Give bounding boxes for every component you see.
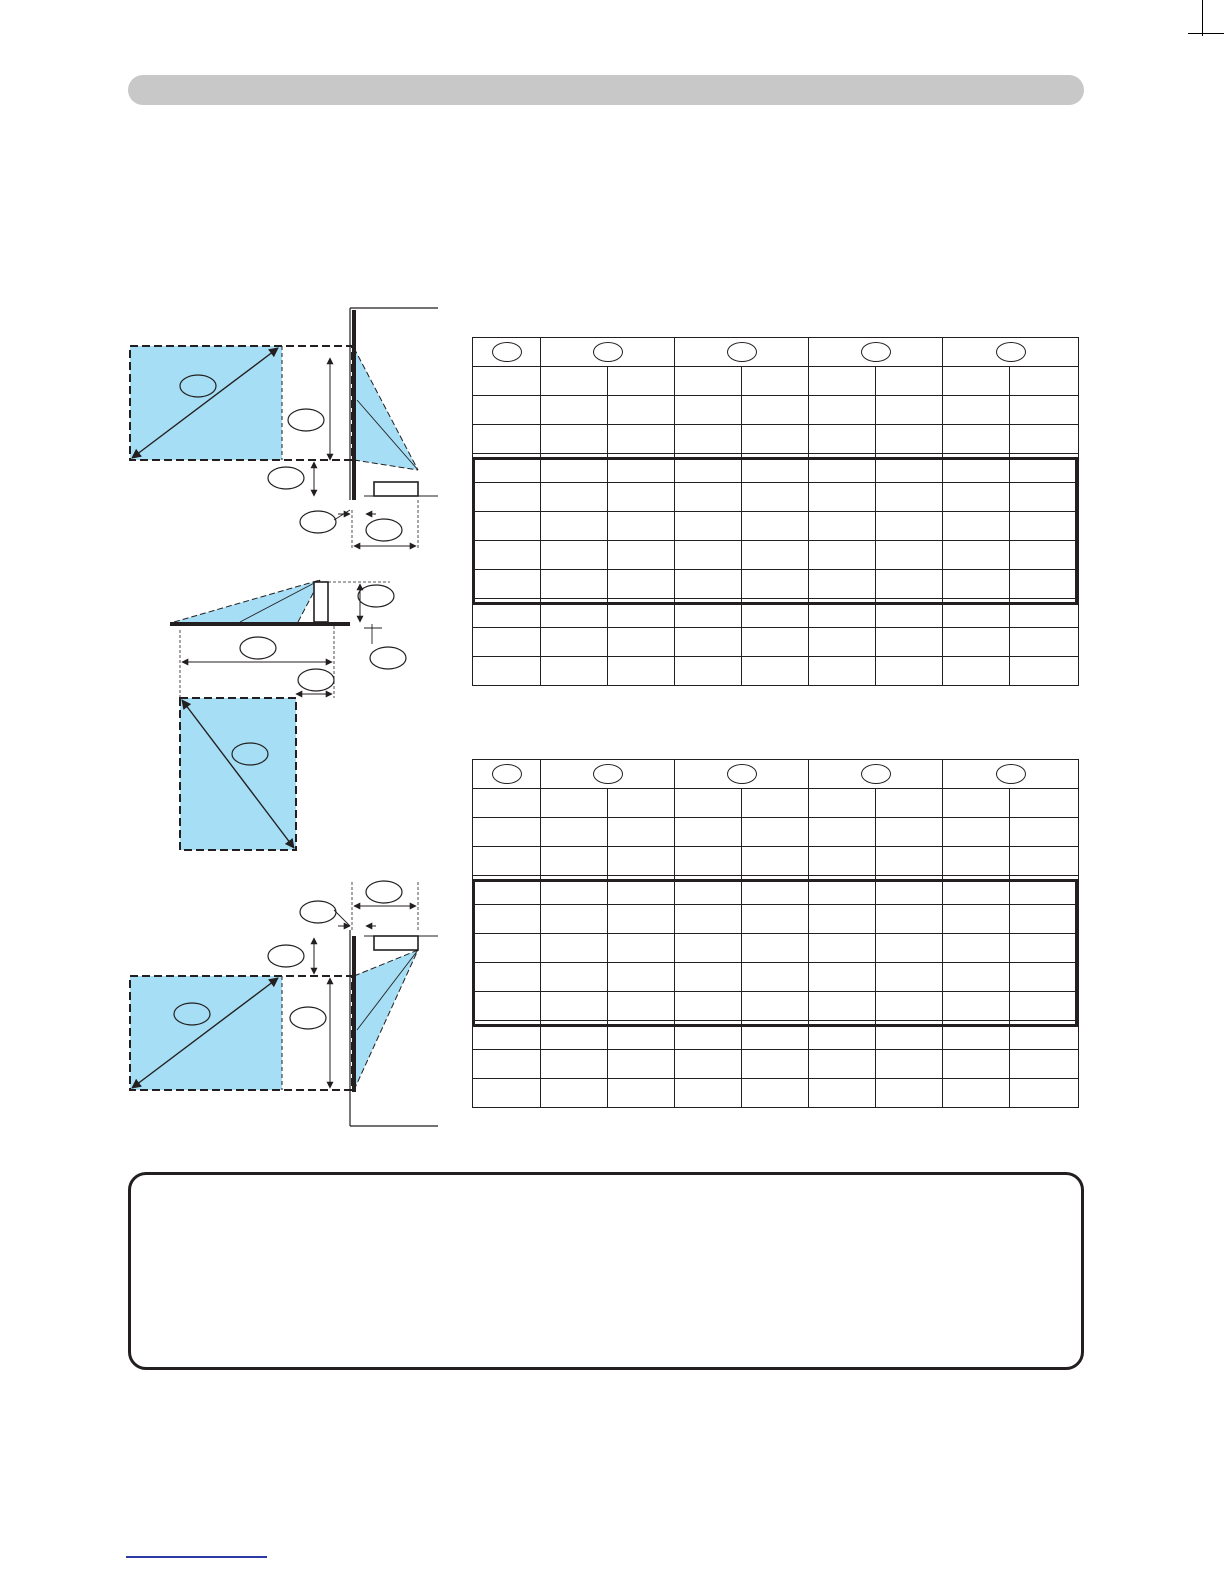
table-row (473, 570, 1079, 599)
table-cell (675, 1079, 742, 1108)
table-row (473, 1050, 1079, 1079)
table-cell (608, 963, 675, 992)
table-row (473, 934, 1079, 963)
table-header-row (473, 760, 1079, 789)
table-cell (1010, 396, 1079, 425)
table-cell (473, 483, 541, 512)
table-cell (809, 599, 876, 628)
table-cell (608, 657, 675, 686)
table-cell (943, 789, 1010, 818)
table-cell (675, 599, 742, 628)
table-cell (742, 512, 809, 541)
table-cell (541, 847, 608, 876)
table-cell (675, 905, 742, 934)
table-cell (541, 1079, 608, 1108)
table-cell (1010, 876, 1079, 905)
table-cell (608, 425, 675, 454)
table-cell (675, 425, 742, 454)
table-cell (608, 876, 675, 905)
table-cell (742, 628, 809, 657)
table-cell (742, 367, 809, 396)
table-cell (742, 483, 809, 512)
table-cell (473, 367, 541, 396)
table-cell (742, 963, 809, 992)
table-cell (541, 934, 608, 963)
label-circle (727, 342, 757, 362)
table-row (473, 789, 1079, 818)
table-cell (876, 963, 943, 992)
table-cell (473, 818, 541, 847)
header-cell (809, 760, 943, 789)
table-cell (809, 963, 876, 992)
table-cell (1010, 934, 1079, 963)
diagram-table-top (170, 580, 406, 850)
table-row (473, 657, 1079, 686)
table-cell (742, 425, 809, 454)
table-cell (1010, 570, 1079, 599)
table-row (473, 1079, 1079, 1108)
table-cell (1010, 789, 1079, 818)
projector-3 (374, 936, 418, 950)
table-cell (1010, 599, 1079, 628)
table-cell (473, 963, 541, 992)
table-cell (675, 541, 742, 570)
table-row (473, 483, 1079, 512)
table-cell (675, 847, 742, 876)
table-cell (473, 992, 541, 1021)
table-cell (943, 1050, 1010, 1079)
table-cell (876, 905, 943, 934)
table-cell (1010, 657, 1079, 686)
table-cell (943, 425, 1010, 454)
table-cell (876, 847, 943, 876)
label-circle (996, 342, 1026, 362)
table-cell (473, 628, 541, 657)
header-cell (675, 760, 809, 789)
table-cell (541, 992, 608, 1021)
table-cell (742, 818, 809, 847)
table-cell (742, 847, 809, 876)
table-cell (675, 1050, 742, 1079)
table-cell (541, 818, 608, 847)
table-cell (675, 818, 742, 847)
table-cell (473, 541, 541, 570)
table-cell (675, 1021, 742, 1050)
table-cell (473, 934, 541, 963)
label-circle (492, 764, 522, 784)
table-cell (541, 876, 608, 905)
table-cell (943, 628, 1010, 657)
table-cell (675, 570, 742, 599)
table-cell (809, 541, 876, 570)
table-cell (473, 789, 541, 818)
label-circle (861, 342, 891, 362)
table-cell (943, 876, 1010, 905)
table-cell (876, 512, 943, 541)
table-cell (675, 512, 742, 541)
table-cell (876, 425, 943, 454)
crop-mark-top (1202, 0, 1203, 36)
table-cell (541, 570, 608, 599)
table-cell (943, 847, 1010, 876)
table-cell (809, 1021, 876, 1050)
table-cell (742, 1021, 809, 1050)
table-cell (742, 454, 809, 483)
table-cell (608, 992, 675, 1021)
table-cell (943, 570, 1010, 599)
table-cell (742, 570, 809, 599)
table-cell (1010, 847, 1079, 876)
table-cell (876, 934, 943, 963)
table-cell (541, 963, 608, 992)
table-cell (876, 818, 943, 847)
table-row (473, 628, 1079, 657)
table-cell (809, 847, 876, 876)
label-circle (492, 342, 522, 362)
table-cell (473, 454, 541, 483)
table-cell (541, 396, 608, 425)
table-cell (809, 425, 876, 454)
table-cell (473, 425, 541, 454)
table-cell (608, 512, 675, 541)
table-cell (742, 1050, 809, 1079)
label-circle (593, 764, 623, 784)
table-cell (943, 512, 1010, 541)
table-cell (809, 789, 876, 818)
table-cell (473, 1021, 541, 1050)
table-cell (608, 454, 675, 483)
table-cell (943, 367, 1010, 396)
table-cell (876, 992, 943, 1021)
label-circle (996, 764, 1026, 784)
table-cell (608, 847, 675, 876)
table-cell (608, 818, 675, 847)
table-row (473, 367, 1079, 396)
label-circle (727, 764, 757, 784)
table-cell (742, 599, 809, 628)
table-cell (876, 1079, 943, 1108)
installation-diagram (120, 300, 450, 1130)
table-cell (541, 628, 608, 657)
crop-mark-right (1188, 33, 1224, 34)
table-cell (473, 876, 541, 905)
table-cell (1010, 541, 1079, 570)
table-cell (675, 454, 742, 483)
table-cell (541, 789, 608, 818)
table-cell (608, 1079, 675, 1108)
table-cell (675, 657, 742, 686)
table-cell (675, 992, 742, 1021)
table-cell (675, 628, 742, 657)
table-cell (809, 1050, 876, 1079)
header-cell (943, 338, 1079, 367)
table-cell (541, 483, 608, 512)
table-cell (541, 657, 608, 686)
table-cell (742, 789, 809, 818)
table-cell (675, 934, 742, 963)
table-cell (809, 1079, 876, 1108)
table-cell (541, 905, 608, 934)
table-cell (943, 483, 1010, 512)
table-cell (943, 454, 1010, 483)
table-cell (876, 1021, 943, 1050)
section-header-bar (128, 75, 1084, 105)
table-cell (541, 1050, 608, 1079)
table-row (473, 818, 1079, 847)
header-cell (675, 338, 809, 367)
table-cell (809, 905, 876, 934)
table-cell (1010, 818, 1079, 847)
label-circle (593, 342, 623, 362)
table-row (473, 396, 1079, 425)
table-row (473, 876, 1079, 905)
header-cell (943, 760, 1079, 789)
table-cell (943, 541, 1010, 570)
table-cell (1010, 905, 1079, 934)
table-cell (541, 512, 608, 541)
table-cell (742, 934, 809, 963)
table-cell (1010, 367, 1079, 396)
note-box (128, 1172, 1084, 1370)
table-row (473, 425, 1079, 454)
table-cell (809, 483, 876, 512)
table-cell (541, 541, 608, 570)
table-body-bottom (473, 789, 1079, 1108)
table-cell (742, 992, 809, 1021)
table-cell (809, 512, 876, 541)
table-cell (809, 628, 876, 657)
table-cell (675, 789, 742, 818)
table-cell (1010, 992, 1079, 1021)
table-cell (943, 657, 1010, 686)
table-cell (1010, 963, 1079, 992)
table-cell (1010, 628, 1079, 657)
table-cell (675, 396, 742, 425)
table-cell (541, 1021, 608, 1050)
table-cell (809, 657, 876, 686)
table-cell (809, 876, 876, 905)
table-cell (809, 992, 876, 1021)
table-cell (608, 628, 675, 657)
table-cell (943, 396, 1010, 425)
table-row (473, 847, 1079, 876)
table-cell (1010, 512, 1079, 541)
table-row (473, 512, 1079, 541)
table-top (472, 337, 1079, 686)
table-cell (608, 541, 675, 570)
table-cell (473, 1050, 541, 1079)
table-cell (1010, 1021, 1079, 1050)
table-cell (943, 599, 1010, 628)
table-cell (541, 367, 608, 396)
table-cell (1010, 425, 1079, 454)
table-cell (473, 905, 541, 934)
table-cell (541, 454, 608, 483)
table-cell (876, 599, 943, 628)
table-cell (608, 905, 675, 934)
table-cell (608, 1050, 675, 1079)
table-cell (876, 367, 943, 396)
table-cell (943, 1021, 1010, 1050)
table-cell (809, 934, 876, 963)
table-cell (742, 396, 809, 425)
table-cell (876, 1050, 943, 1079)
table-cell (876, 570, 943, 599)
table-cell (876, 628, 943, 657)
table-row (473, 963, 1079, 992)
table-cell (876, 396, 943, 425)
table-cell (876, 483, 943, 512)
table-cell (809, 367, 876, 396)
table-row (473, 541, 1079, 570)
table-cell (742, 541, 809, 570)
table-cell (943, 1079, 1010, 1108)
table-cell (608, 396, 675, 425)
table-cell (943, 905, 1010, 934)
table-cell (608, 599, 675, 628)
table-cell (675, 963, 742, 992)
table-row (473, 905, 1079, 934)
table-row (473, 1021, 1079, 1050)
table-cell (608, 483, 675, 512)
table-cell (473, 1079, 541, 1108)
table-cell (608, 367, 675, 396)
projector-2 (314, 582, 328, 622)
table-cell (943, 992, 1010, 1021)
table-cell (943, 934, 1010, 963)
table-cell (742, 876, 809, 905)
table-cell (876, 876, 943, 905)
table-row (473, 454, 1079, 483)
table-cell (675, 367, 742, 396)
table-cell (473, 396, 541, 425)
table-cell (1010, 483, 1079, 512)
table-cell (809, 396, 876, 425)
table-cell (541, 599, 608, 628)
table-cell (1010, 1079, 1079, 1108)
table-cell (943, 963, 1010, 992)
table-row (473, 599, 1079, 628)
table-cell (742, 905, 809, 934)
table-cell (473, 512, 541, 541)
table-cell (608, 934, 675, 963)
header-cell (809, 338, 943, 367)
table-cell (541, 425, 608, 454)
table-cell (742, 657, 809, 686)
diagram-floor-mount (130, 308, 438, 550)
table-row (473, 992, 1079, 1021)
table-cell (608, 1021, 675, 1050)
table-cell (1010, 1050, 1079, 1079)
header-cell (473, 760, 541, 789)
table-cell (675, 876, 742, 905)
table-cell (876, 657, 943, 686)
table-cell (473, 657, 541, 686)
table-cell (1010, 454, 1079, 483)
table-cell (809, 454, 876, 483)
table-cell (742, 1079, 809, 1108)
table-bottom (472, 759, 1079, 1108)
header-cell (541, 338, 675, 367)
diagram-ceiling-mount (130, 881, 438, 1126)
table-cell (876, 789, 943, 818)
table-cell (608, 789, 675, 818)
table-cell (675, 483, 742, 512)
header-cell (473, 338, 541, 367)
table-cell (876, 454, 943, 483)
table-cell (943, 818, 1010, 847)
header-cell (541, 760, 675, 789)
footer-link[interactable] (126, 1556, 267, 1558)
table-cell (809, 570, 876, 599)
table-cell (809, 818, 876, 847)
table-cell (608, 570, 675, 599)
table-header-row (473, 338, 1079, 367)
label-circle (861, 764, 891, 784)
table-cell (473, 847, 541, 876)
table-cell (876, 541, 943, 570)
table-cell (473, 570, 541, 599)
projector-1 (374, 482, 418, 496)
table-cell (473, 599, 541, 628)
table-body-top (473, 367, 1079, 686)
